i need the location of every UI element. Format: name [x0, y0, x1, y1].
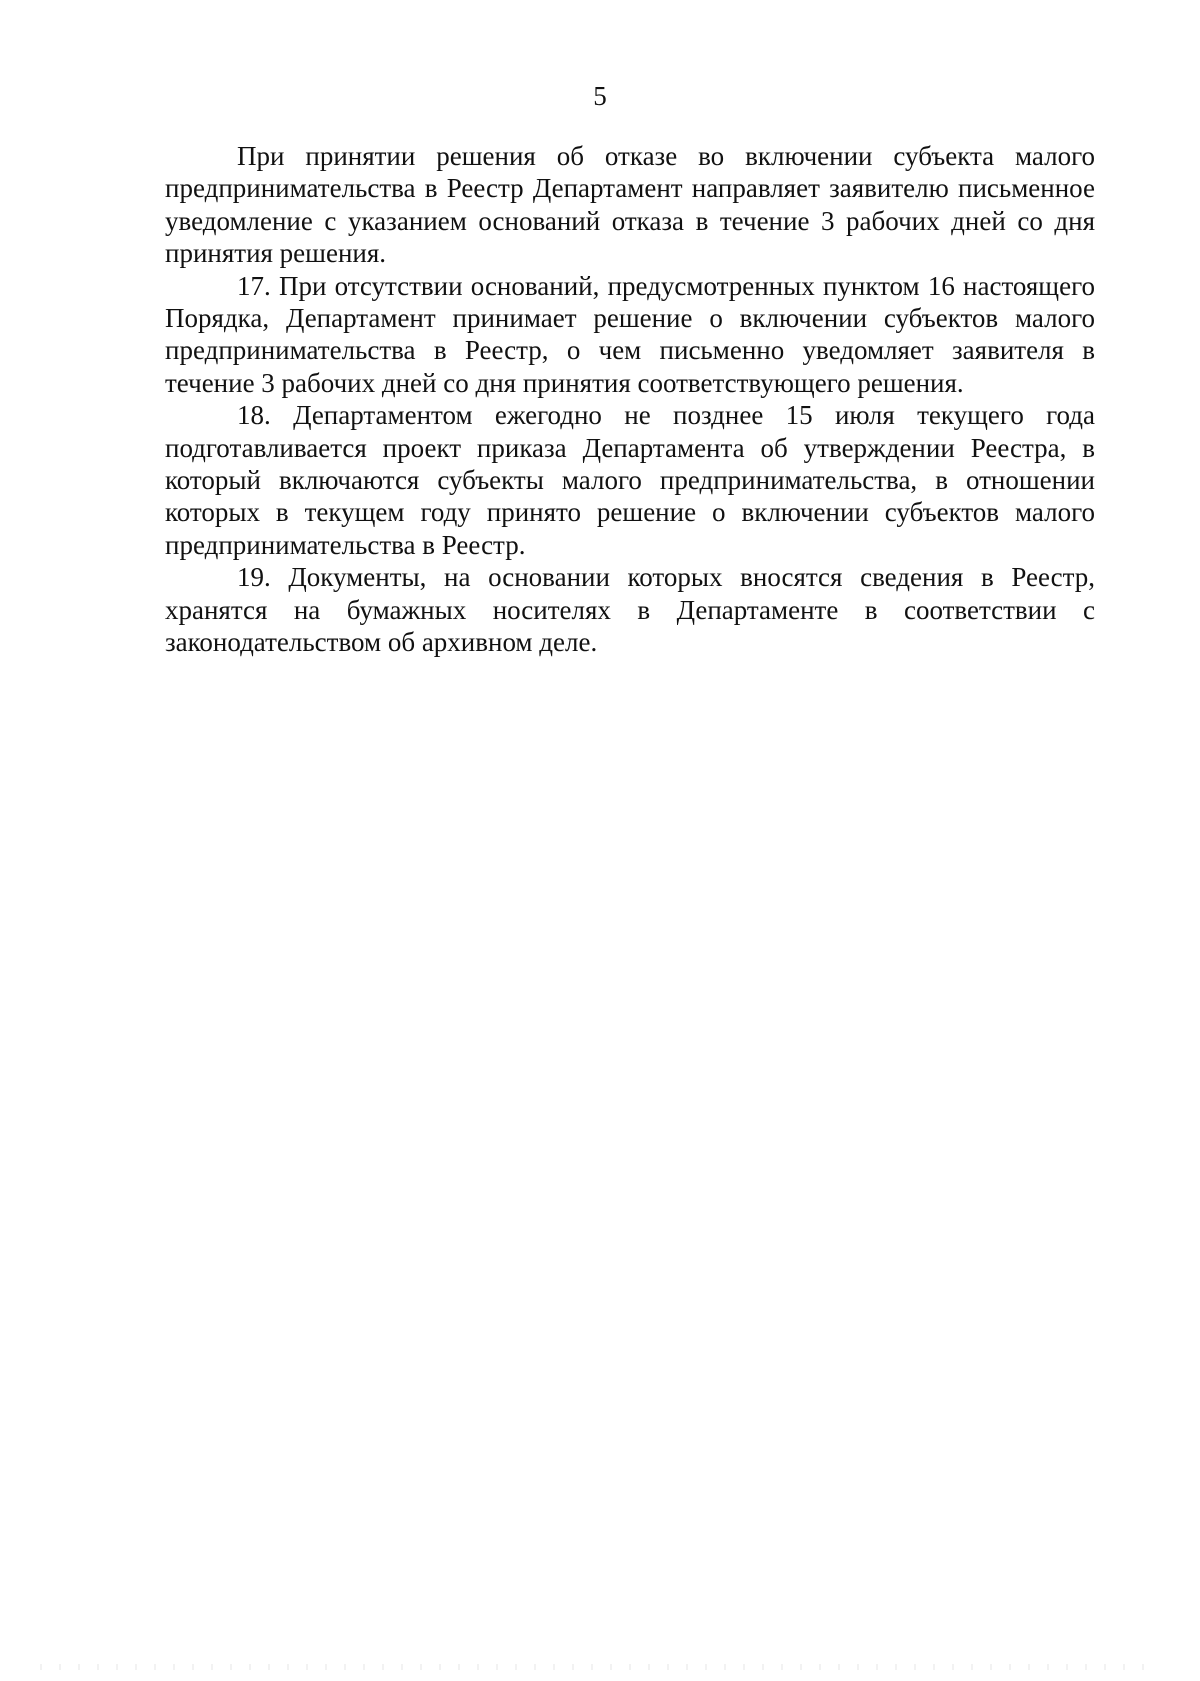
page-number: 5: [593, 81, 607, 111]
paragraph-item-19: 19. Документы, на основании которых вносятся сведения в Реестр, хранятся на бумажных носителях в Департаменте в соответствии с законодательством об архивном деле.: [165, 562, 1095, 658]
paragraph-item-18: 18. Департаментом ежегодно не позднее 15 июля текущего года подготавливается проект приказа Департамента об утверждении Реестра, в который включаются субъекты малого предпринимательства, в отношении которых в текущем году принято решение о включении субъектов малого предпринимательства в Реестр.: [165, 400, 1095, 560]
paragraph-refusal-notice: При принятии решения об отказе во включении субъекта малого предпринимательства в Реестр Департамент направляет заявителю письменное уведомление с указанием оснований отказа в течение 3 рабочих дней со дня принятия решения.: [165, 141, 1095, 269]
paragraph-item-17: 17. При отсутствии оснований, предусмотренных пунктом 16 настоящего Порядка, Департамент принимает решение о включении субъектов малого предпринимательства в Реестр, о чем письменно уведомляет заявителя в течение 3 рабочих дней со дня принятия соответствующего решения.: [165, 270, 1095, 398]
document-body: [165, 140, 1095, 659]
scan-artifact: [40, 1664, 1160, 1670]
